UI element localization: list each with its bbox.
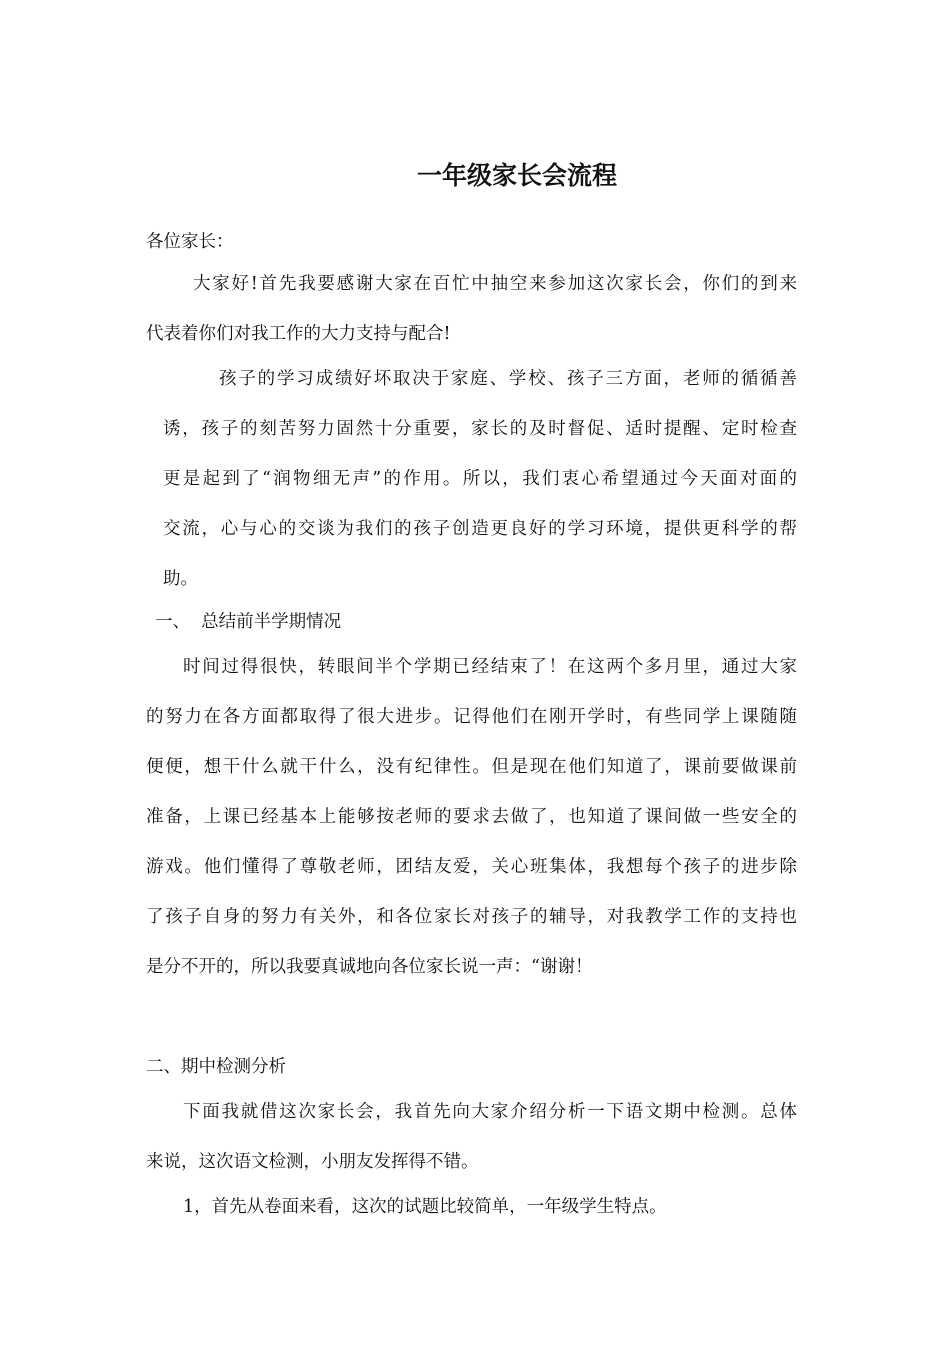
salutation: 各位家长： (146, 232, 234, 252)
section2-line-3: 1，首先从卷面来看，这次的试题比较简单，一年级学生特点。 (183, 1197, 667, 1217)
para2-line-5: 助。 (163, 569, 198, 589)
para2-line-2: 诱，孩子的刻苦努力固然十分重要，家长的及时督促、适时提醒、定时检查 (163, 419, 797, 439)
section2-line-1: 下面我就借这次家长会，我首先向大家介绍分析一下语文期中检测。总体 (183, 1102, 797, 1122)
section1-line-3: 便便，想干什么就干什么，没有纪律性。但是现在他们知道了，课前要做课前 (146, 757, 797, 777)
para2-line-4: 交流，心与心的交谈为我们的孩子创造更良好的学习环境，提供更科学的帮 (163, 519, 797, 539)
document-title: 一年级家长会流程 (417, 161, 618, 190)
para2-line-3: 更是起到了“润物细无声”的作用。所以，我们衷心希望通过今天面对面的 (163, 469, 797, 489)
section1-line-6: 了孩子自身的努力有关外，和各位家长对孩子的辅导，对我教学工作的支持也 (146, 907, 797, 927)
section2-line-2: 来说，这次语文检测，小朋友发挥得不错。 (146, 1152, 479, 1172)
section1-line-2: 的努力在各方面都取得了很大进步。记得他们在刚开学时，有些同学上课随随 (146, 707, 797, 727)
intro-line-2: 代表着你们对我工作的大力支持与配合! (146, 324, 451, 344)
para2-line-1: 孩子的学习成绩好坏取决于家庭、学校、孩子三方面，老师的循循善 (219, 369, 797, 389)
section1-heading: 一、 总结前半学期情况 (155, 612, 342, 632)
section1-line-5: 游戏。他们懂得了尊敬老师，团结友爱，关心班集体，我想每个孩子的进步除 (146, 857, 797, 877)
intro-line-1: 大家好!首先我要感谢大家在百忙中抽空来参加这次家长会，你们的到来 (193, 274, 797, 294)
section1-line-7: 是分不开的，所以我要真诚地向各位家长说一声：“谢谢！ (146, 957, 593, 977)
section1-line-4: 准备，上课已经基本上能够按老师的要求去做了，也知道了课间做一些安全的 (146, 807, 797, 827)
section1-line-1: 时间过得很快，转眼间半个学期已经结束了！在这两个多月里，通过大家 (183, 657, 797, 677)
section2-heading: 二、期中检测分析 (146, 1057, 286, 1077)
